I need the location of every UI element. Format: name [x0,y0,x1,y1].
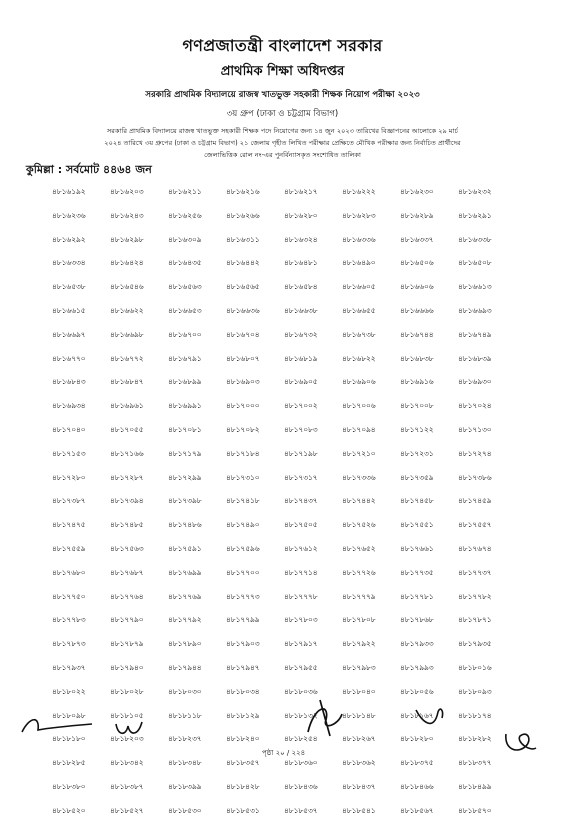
roll-number: ৪৮১৭১২২ [400,424,434,434]
roll-number: ৪৮১৭৯৩৭ [52,662,86,672]
roll-number: ৪৮১৬২৫৬ [168,210,202,220]
roll-number: ৪৮১৮২৮০ [400,734,434,744]
roll-number: ৪৮১৬৮৪৭ [110,377,144,387]
roll-number: ৪৮১৭২৭৪ [458,448,492,458]
roll-number: ৪৮১৭৬৫২ [342,543,376,553]
signature-5 [500,724,540,758]
roll-number: ৪৮১৬৩৩৪ [52,258,86,268]
roll-number: ৪৮১৬৫৩৮ [52,282,86,292]
roll-number: ৪৮১৬২১৬ [226,187,260,196]
roll-number: ৪৮১৬৪৯০ [342,258,376,268]
department-title: প্রাথমিক শিক্ষা অধিদপ্তর [220,64,345,79]
roll-number: ৪৮১৮৩৮০ [52,781,86,791]
roll-number: ৪৮১৮৩৪২ [110,758,144,768]
roll-number: ৪৮১৭২১০ [342,448,376,458]
roll-number: ৪৮১৬২১৭ [284,187,318,196]
roll-number: ৪৮১৮১২৯ [226,710,260,720]
roll-number: ৪৮১৬৫৬৩ [168,282,202,292]
roll-number: ৪৮১৭০০৮ [400,401,434,411]
roll-number: ৪৮১৮৪৩৭ [342,781,376,791]
roll-number: ৪৮১৮৩৬০ [284,758,318,768]
roll-number: ৪৮১৭১৩০ [458,424,492,434]
roll-number: ৪৮১৭০৫৫ [110,424,144,434]
roll-number: ৪৮১৬৬২২ [110,305,144,315]
roll-number: ৪৮১৮২০৩ [110,734,144,744]
roll-number: ৪৮১৬৬০৬ [400,282,434,292]
roll-number: ৪৮১৭৯৪৭ [226,662,260,672]
roll-row [52,592,542,616]
roll-number: ৪৮১৬২৯২ [52,234,86,244]
roll-number: ৪৮১৭১৭৯ [168,448,202,458]
roll-number: ৪৮১৭৫০৫ [284,520,318,530]
roll-number: ৪৮১৭৪৪২ [342,496,376,506]
roll-number: ৪৮১৭৬১২ [284,543,318,553]
roll-number: ৪৮১৬৮২২ [342,353,376,363]
roll-number: ৪৮১৭৫৫৯ [52,543,86,553]
roll-number: ৪৮১৭১৫৩ [52,448,86,458]
roll-number: ৪৮১৭৮৬৮ [400,615,434,625]
roll-number: ৪৮১৭৭৭৮ [284,591,318,601]
roll-number: ৪৮১৬৫৬৫ [226,282,260,292]
roll-number: ৪৮১৭৫২৬ [342,520,376,530]
roll-row [52,544,542,568]
roll-number: ৪৮১৬২৮৩ [342,210,376,220]
roll-number: ৪৮১৮১৬৭ [400,710,434,720]
roll-number: ৪৮১৬৮৪৩ [52,377,86,387]
roll-number: ৪৮১৬৯০৬ [342,377,376,387]
roll-number: ৪৮১৭৭৩৫ [400,567,434,577]
roll-number: ৪৮১৮১৪৮ [342,710,376,720]
roll-number: ৪৮১৭৭৮১ [400,591,434,601]
roll-number: ৪৮১৭৮৯০ [168,639,202,649]
roll-number: ৪৮১৭৭৭৩ [226,591,260,601]
roll-number: ৪৮১৭২৩১ [400,448,434,458]
roll-number: ৪৮১৮১১৮ [168,710,202,720]
roll-number: ৪৮১৭৪১৮ [226,496,260,506]
roll-number: ৪৮১৭২৯৯ [168,472,202,482]
notice-line-3: জেলাভিত্তিক রোল নং-এর পুনর্বিন্যাসকৃত সংশোধিত তালিকা [204,151,361,159]
roll-number: ৪৮১৬৬৫৫ [342,305,376,315]
roll-number: ৪৮১৭৬৯৯ [168,567,202,577]
roll-number: ৪৮১৮৪৩৬ [284,781,318,791]
roll-number: ৪৮১৭৭৬৯ [168,591,202,601]
roll-number: ৪৮১৮১৩২ [284,710,318,720]
roll-number: ৪৮১৬৫৮৪ [284,282,318,292]
roll-number: ৪৮১৭৯৫৫ [284,662,318,672]
roll-number: ৪৮১৮৩৪৮ [168,758,202,768]
roll-number: ৪৮১৭২৮০ [52,472,86,482]
roll-row [52,401,542,425]
roll-number: ৪৮১৬৮০৭ [226,353,260,363]
roll-number: ৪৮১৬৫৪৬ [110,282,144,292]
roll-number: ৪৮১৬৭০০ [168,329,202,339]
roll-number: ৪৮১৬৯৩৪ [52,401,86,411]
roll-number: ৪৮১৭৮৭৩ [52,639,86,649]
roll-number: ৪৮১৮৫৪১ [342,805,376,815]
roll-number: ৪৮১৬৯১৬ [400,377,434,387]
roll-number: ৪৮১৬১৯২ [52,187,86,196]
roll-row [52,615,542,639]
roll-number: ৪৮১৭৭৫০ [52,591,86,601]
roll-number: ৪৮১৭৯১৭ [284,639,318,649]
roll-number: ৪৮১৬৮১৯ [284,353,318,363]
roll-number: ৪৮১৮৫৩১ [226,805,260,815]
roll-row [52,354,542,378]
roll-number: ৪৮১৭৩৯৪ [110,496,144,506]
roll-number: ৪৮১৭৪৭৫ [52,520,86,530]
roll-number: ৪৮১৬৯৬১ [110,401,144,411]
roll-number: ৪৮১৭৭৭৯ [342,591,376,601]
roll-number: ৪৮১৮২৩৭ [168,734,202,744]
roll-number: ৪৮১৭৯৮৩ [342,662,376,672]
roll-number: ৪৮১৭৭০০ [226,567,260,577]
roll-number: ৪৮১৭৫৯১ [168,543,202,553]
roll-number: ৪৮১৭৭৩৭ [458,567,492,577]
roll-row [52,449,542,473]
roll-row [52,687,542,711]
roll-number: ৪৮১৬২১১ [168,187,202,196]
roll-number: ৪৮১৭৮০৮ [342,615,376,625]
roll-number: ৪৮১৮০৩০ [168,686,202,696]
roll-number: ৪৮১৭০২৪ [458,401,492,411]
roll-number: ৪৮১৭৭৯২ [168,615,202,625]
roll-number: ৪৮১৭৯৩৩ [400,639,434,649]
page-number: পৃষ্ঠা ২০ / ২২৪ [262,749,306,757]
roll-number: ৪৮১৬৬৩৬ [226,305,260,315]
roll-number: ৪৮১৭০৮১ [168,424,202,434]
roll-number: ৪৮১৬২৮৯ [400,210,434,220]
roll-number: ৪৮১৬৩৩৭ [400,234,434,244]
exam-title: সরকারি প্রাথমিক বিদ্যালয়ে রাজস্ব খাতভুক্ত সহকারী শিক্ষক নিয়োগ পরীক্ষা ২০২৩ [145,90,420,100]
group-title: ৩য় গ্রুপ (ঢাকা ও চট্টগ্রাম বিভাগ) [226,109,339,119]
roll-row [52,211,542,235]
roll-number: ৪৮১৭৯০৩ [226,639,260,649]
notice-text [30,125,535,161]
roll-number: ৪৮১৭৮০৩ [284,615,318,625]
roll-number: ৪৮১৮০১৬ [458,662,492,672]
roll-number: ৪৮১৮৫৩০ [168,805,202,815]
roll-number: ৪৮১৬৫০৬ [400,258,434,268]
roll-number: ৪৮১৭৬৮০ [52,567,86,577]
roll-number: ৪৮১৬৫০৮ [458,258,492,268]
roll-number: ৪৮১৭০০২ [284,401,318,411]
roll-number: ৪৮১৬৪৪২ [226,258,260,268]
notice-line-1: সরকারি প্রাথমিক বিদ্যালয়ে রাজস্ব খাতভুক্ত সহকারী শিক্ষক পদে নিয়োগের জন্য ১৪ জুন ২০২৩ তারিখের বিজ্ঞাপনের আলোকে ২৯ মার্চ [106,127,459,135]
roll-number: ৪৮১৮০২২ [52,686,86,696]
roll-row [52,282,542,306]
roll-row [52,473,542,497]
roll-number: ৪৮১৬৯০৫ [284,377,318,387]
roll-number: ৪৮১৮৪৯৯ [458,781,492,791]
roll-number: ৪৮১৬৮৯৯ [168,377,202,387]
roll-number: ৪৮১৮২৮৫ [52,758,86,768]
roll-number: ৪৮১৬২৯১ [458,210,492,220]
roll-number: ৪৮১৭৬৭৪ [458,543,492,553]
roll-number: ৪৮১৭৪৫৮ [400,496,434,506]
roll-number: ৪৮১৭০৯৪ [342,424,376,434]
roll-number: ৪৮১৮২৫৪ [284,734,318,744]
roll-number: ৪৮১৮৫৬৭ [400,805,434,815]
roll-number: ৪৮১৬৭৯১ [168,353,202,363]
roll-number: ৪৮১৭৩৮৬ [458,472,492,482]
roll-number: ৪৮১৭৭২৬ [342,567,376,577]
roll-number: ৪৮১৭৩৫৯ [400,472,434,482]
roll-number: ৪৮১৬৩৩৮ [458,234,492,244]
roll-row [52,568,542,592]
roll-number: ৪৮১৬৩৩৬ [342,234,376,244]
roll-row [52,782,542,806]
roll-number: ৪৮১৭২৮৭ [110,472,144,482]
roll-number: ৪৮১৬৮৩৯ [458,353,492,363]
roll-number: ৪৮১৮০৯৮ [52,710,86,720]
signature-4 [410,702,450,738]
roll-number: ৪৮১৭৬৮৭ [110,567,144,577]
roll-row [52,425,542,449]
roll-number: ৪৮১৭৪৮৬ [168,520,202,530]
roll-number: ৪৮১৮৫৩৭ [284,805,318,815]
roll-number: ৪৮১৭৪৩৭ [284,496,318,506]
roll-number: ৪৮১৭৭৯০ [110,615,144,625]
roll-number: ৪৮১৮৪২৮ [226,781,260,791]
roll-number: ৪৮১৮০২৮ [110,686,144,696]
roll-number: ৪৮১৬৭৩৮ [342,329,376,339]
roll-row [52,663,542,687]
roll-number: ৪৮১৭৯৯৩ [400,662,434,672]
roll-number: ৪৮১৬২৪৩ [110,210,144,220]
roll-number: ৪৮১৭৭৬৪ [110,591,144,601]
roll-number: ৪৮১৭৮৭১ [458,615,492,625]
roll-number: ৪৮১৬৬৩৮ [284,305,318,315]
roll-number: ৪৮১৬৯৩০ [458,377,492,387]
roll-number: ৪৮১৭৩৮৭ [52,496,86,506]
roll-number: ৪৮১৬২৩৬ [52,210,86,220]
roll-number: ৪৮১৮৩৭৭ [458,758,492,768]
roll-number: ৪৮১৬৬৯৮ [110,329,144,339]
roll-number: ৪৮১৭৭৮৩ [52,615,86,625]
roll-row [52,258,542,282]
roll-number: ৪৮১৮০৩৪ [226,686,260,696]
roll-number: ৪৮১৬৪৩৫ [168,258,202,268]
roll-number: ৪৮১৭৩১০ [226,472,260,482]
roll-number: ৪৮১৬৭৪৯ [458,329,492,339]
roll-number: ৪৮১৮৩৭৫ [400,758,434,768]
roll-number: ৪৮১৬৬৫৩ [168,305,202,315]
roll-number: ৪৮১৬৬১৩ [458,282,492,292]
roll-number: ৪৮১৮৫২৭ [110,805,144,815]
notice-line-2: ২০২৪ তারিখে ৩য় গ্রুপের (ঢাকা ও চট্টগ্রাম বিভাগ) ২১ জেলায় গৃহীত লিখিত পরীক্ষার প্রেক্ষিতে মৌখিক পরীক্ষার জন্য নির্বাচিত প্রার্থীদের [104,139,461,147]
roll-number: ৪৮১৭৯৩৫ [458,639,492,649]
roll-number: ৪৮১৬৩০৯ [168,234,202,244]
signature-1 [18,712,98,742]
roll-row [52,306,542,330]
roll-number: ৪৮১৭০৮৩ [284,424,318,434]
roll-number: ৪৮১৬৯৯১ [168,401,202,411]
roll-number: ৪৮১৮০৯৩ [458,686,492,696]
roll-row [52,520,542,544]
roll-row [52,187,542,211]
roll-number: ৪৮১৭১৮৪ [226,448,260,458]
roll-number: ৪৮১৬৭৭০ [52,353,86,363]
roll-number: ৪৮১৬৭৪৪ [400,329,434,339]
roll-number: ৪৮১৭০০৬ [342,401,376,411]
roll-number: ৪৮১৮০৩৬ [284,686,318,696]
roll-row [52,639,542,663]
roll-number: ৪৮১৬৭০৪ [226,329,260,339]
roll-number: ৪৮১৮২৬৭ [342,734,376,744]
roll-number: ৪৮১৭০০০ [226,401,260,411]
roll-number: ৪৮১৭৫৬৩ [110,543,144,553]
roll-number: ৪৮১৬৬০৫ [342,282,376,292]
roll-number: ৪৮১৭০৮২ [226,424,260,434]
roll-number: ৪৮১৭৪৫৯ [458,496,492,506]
roll-number: ৪৮১৬২২২ [342,187,376,196]
roll-number: ৪৮১৮৫২০ [52,805,86,815]
roll-number: ৪৮১৬৬১৫ [52,305,86,315]
signature-2 [110,714,150,742]
roll-number: ৪৮১৭১৬৬ [110,448,144,458]
roll-number: ৪৮১৭৪৯০ [226,520,260,530]
roll-number: ৪৮১৭৪৮৫ [110,520,144,530]
roll-number: ৪৮১৬৭৭২ [110,353,144,363]
roll-number: ৪৮১৭৭৮২ [458,591,492,601]
roll-number: ৪৮১৬৪২৪ [110,258,144,268]
roll-number: ৪৮১৬২৩০ [400,187,434,196]
roll-number: ৪৮১৬৬৯৭ [52,329,86,339]
roll-number: ৪৮১৮৫৭০ [458,805,492,815]
roll-number: ৪৮১৭৬৬১ [400,543,434,553]
roll-number: ৪৮১৭৭১৪ [284,567,318,577]
roll-number: ৪৮১৭৯৪০ [110,662,144,672]
roll-number: ৪৮১৮২৮২ [458,734,492,744]
roll-number: ৪৮১৬২৮০ [284,210,318,220]
roll-number: ৪৮১৮২৪০ [226,734,260,744]
roll-number: ৪৮১৬৯০৩ [226,377,260,387]
roll-number: ৪৮১৬৪৮১ [284,258,318,268]
roll-number: ৪৮১৬৩২৪ [284,234,318,244]
roll-number: ৪৮১৭৫৯৬ [226,543,260,553]
roll-number: ৪৮১৮০৫৬ [400,686,434,696]
roll-number: ৪৮১৮১৮০ [52,734,86,744]
roll-number: ৪৮১৭৩৯৮ [168,496,202,506]
roll-number: ৪৮১৮৩৬২ [342,758,376,768]
district-heading: কুমিল্লা : সর্বমোট ৪৪৬৪ জন [26,163,152,176]
roll-number: ৪৮১৬২৩২ [458,187,492,196]
roll-number: ৪৮১৬৬৯৩ [458,305,492,315]
roll-number: ৪৮১৭৯৪৪ [168,662,202,672]
roll-number: ৪৮১৮৩৯৯ [168,781,202,791]
roll-number: ৪৮১৭৩১৭ [284,472,318,482]
roll-number: ৪৮১৬২০৩ [110,187,144,196]
roll-number: ৪৮১৬৬৬৬ [400,305,434,315]
roll-number: ৪৮১৮৩৫৭ [226,758,260,768]
roll-number: ৪৮১৮১০৫ [110,710,144,720]
roll-number: ৪৮১৭১৯৮ [284,448,318,458]
signature-3 [300,696,350,740]
roll-number: ৪৮১৭৯২২ [342,639,376,649]
government-title: গণপ্রজাতন্ত্রী বাংলাদেশ সরকার [182,36,383,55]
roll-row [52,806,542,830]
roll-number: ৪৮১৭৮৭৯ [110,639,144,649]
roll-number: ৪৮১৬৩১১ [226,234,260,244]
roll-number: ৪৮১৭৭৯৯ [226,615,260,625]
roll-number: ৪৮১৬২৯৮ [110,234,144,244]
roll-number: ৪৮১৬৭৩২ [284,329,318,339]
roll-row [52,496,542,520]
roll-number: ৪৮১৬২৬৬ [226,210,260,220]
roll-row [52,758,542,782]
roll-row [52,235,542,259]
roll-number: ৪৮১৭০৪০ [52,424,86,434]
roll-number: ৪৮১৮৩৮৭ [110,781,144,791]
roll-number: ৪৮১৮৪৬৬ [400,781,434,791]
roll-number: ৪৮১৭৫৫৭ [458,520,492,530]
roll-number: ৪৮১৭৫৫১ [400,520,434,530]
roll-row [52,377,542,401]
roll-row [52,330,542,354]
roll-number: ৪৮১৭৩৩৬ [342,472,376,482]
roll-number: ৪৮১৮০৪০ [342,686,376,696]
roll-number: ৪৮১৮১৭৪ [458,710,492,720]
roll-number: ৪৮১৬৮৩৮ [400,353,434,363]
